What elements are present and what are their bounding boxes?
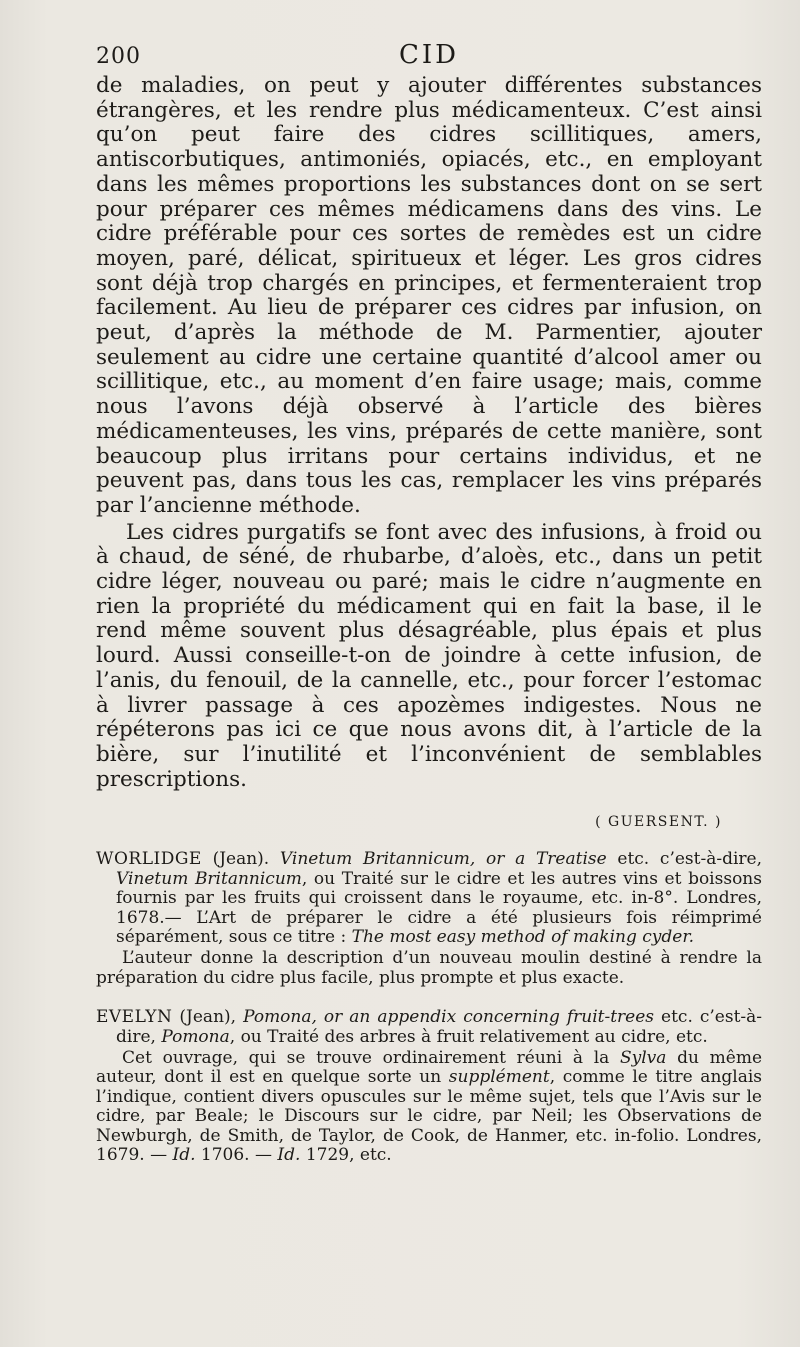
page-header [96,40,762,74]
bib-author: EVELYN [96,1007,173,1028]
bib-text: , ou Traité des arbres à fruit relativement au cidre, etc. [229,1026,708,1047]
note-text: du même auteur, dont il est en quelque sorte un [96,1048,763,1088]
paragraph: de maladies, on peut y ajouter différentes substances étrangères, et les rendre plus médicamenteux. C’est ainsi qu’on peut faire des cidres scillitiques, amers, antiscorbutiques, antimoniés, opiacés, etc., en employant dans les mêmes proportions les substances dont on se sert pour préparer ces mêmes médicamens dans des vins. Le cidre préférable pour ces sortes de remèdes est un cidre moyen, paré, délicat, spiritueux et léger. Les gros cidres sont déjà trop chargés en principes, et fermenteraient trop facilement. Au lieu de préparer ces cidres par infusion, on peut, d’après la méthode de M. Parmentier, ajouter seulement au cidre une certaine quantité d’alcool amer ou scillitique, etc., au moment d’en faire usage; mais, comme nous l’avons déjà observé à l’article des bières médicamenteuses, les vins, préparés de cette manière, sont beaucoup plus irritans pour certains individus, et ne peuvent pas, dans tous les cas, remplacer les vins préparés par l’ancienne méthode. [96,73,762,518]
note-text: 1706. — [200,1145,272,1166]
note-text: Cet ouvrage, qui se trouve ordinairement réuni à la [122,1048,610,1069]
running-head: CID [398,40,459,70]
bibliography [96,850,762,1165]
bibliography-note [96,1049,762,1165]
bib-title: Pomona [161,1026,230,1047]
bib-title: Pomona, or an appendix concerning fruit-trees [243,1007,655,1028]
author-signature: ( GUERSENT. ) [595,814,722,831]
note-title: supplément [448,1067,550,1088]
bibliography-entry-worlidge [96,850,762,947]
bib-text: , ou Traité sur le cidre et les autres vins et boissons fournis par les fruits qui croissent dans le royaume, etc. in-8°. Londres, 1678.— L’Art de préparer le cidre a été plusieurs fois réimprimé séparément, sous ce titre : [116,868,762,948]
bibliography-note: L’auteur donne la description d’un nouveau moulin destiné à rendre la préparation du cidre plus facile, plus prompte et plus exacte. [96,948,762,988]
bib-text: etc. c’est-à-dire, [617,849,762,870]
bib-author: WORLIDGE [96,849,202,870]
bib-author-first: (Jean). [212,849,270,870]
page-number: 200 [96,44,141,69]
bibliography-entry-evelyn [96,1008,762,1047]
bib-title: The most easy method of making cyder. [351,927,694,948]
bib-title: Vinetum Britannicum [116,868,302,889]
note-title: Sylva [619,1048,667,1069]
note-title: Id. [277,1145,301,1166]
bib-author-first: (Jean), [179,1007,237,1028]
note-text: 1729, etc. [305,1145,392,1166]
article-body [96,74,762,792]
paragraph: Les cidres purgatifs se font avec des infusions, à froid ou à chaud, de séné, de rhubarbe, d’aloès, etc., dans un petit cidre léger, nouveau ou paré; mais le cidre n’augmente en rien la propriété du médicament qui en fait la base, il le rend même souvent plus désagréable, plus épais et plus lourd. Aussi conseille-t-on de joindre à cette infusion, de l’anis, du fenouil, de la cannelle, etc., pour forcer l’estomac à livrer passage à ces apozèmes indigestes. Nous ne répéterons pas ici ce que nous avons dit, à l’article de la bière, sur l’inutilité et l’inconvénient de semblables prescriptions. [96,519,762,792]
note-title: Id. [172,1145,196,1166]
bib-text: etc. c’est-à-dire, [116,1007,763,1047]
note-text: , comme le titre anglais l’indique, contient divers opuscules sur le même sujet, tels que l’Avis sur le cidre, par Beale; le Discours sur le cidre, par Neil; les Observations de Newburgh, de Smith, de Taylor, de Cook, de Hanmer, etc. in-folio. Londres, 1679. — [96,1067,763,1166]
bib-title: Vinetum Britannicum, or a Treatise [279,849,607,870]
